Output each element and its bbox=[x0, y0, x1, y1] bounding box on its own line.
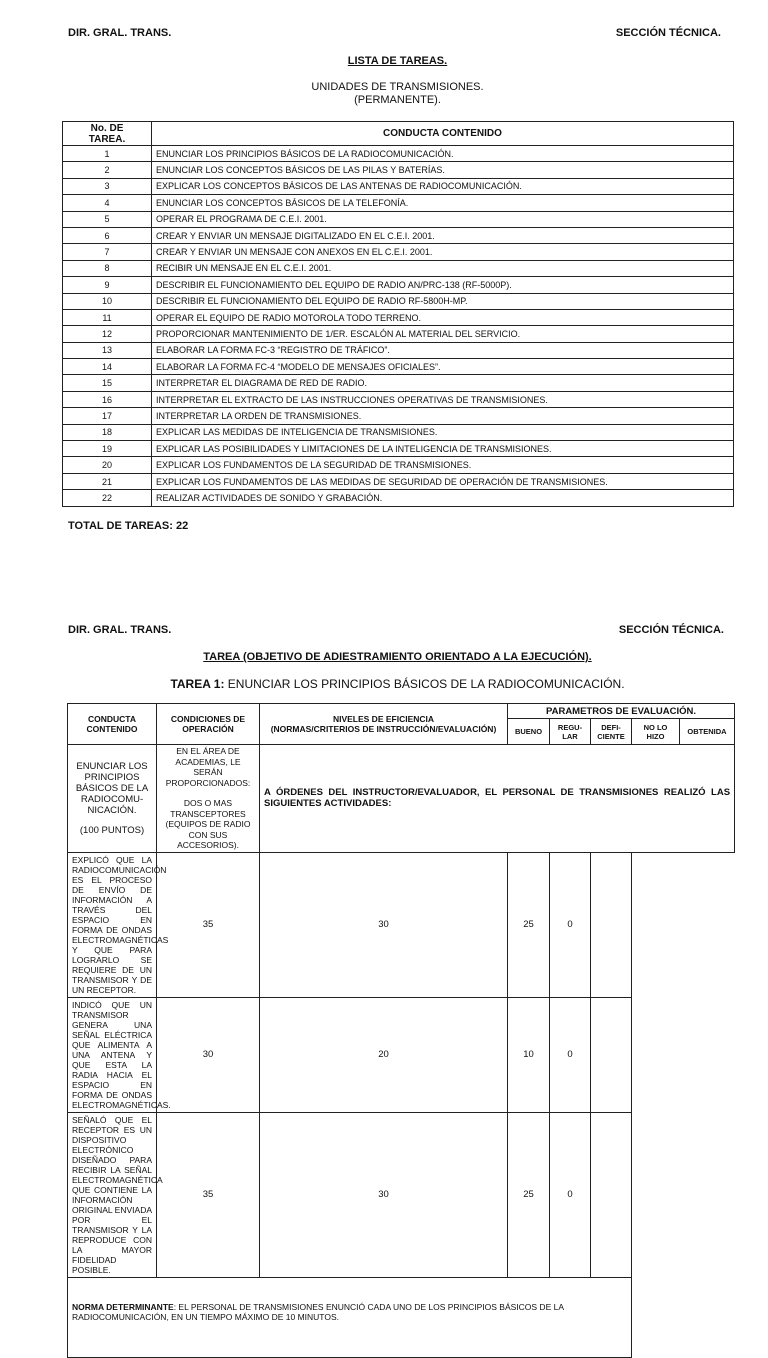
score-bueno: 30 bbox=[157, 997, 260, 1112]
task-number: 4 bbox=[63, 195, 152, 211]
task-row bbox=[63, 490, 734, 506]
task-number: 16 bbox=[63, 391, 152, 407]
task-number: 7 bbox=[63, 244, 152, 260]
task-number: 9 bbox=[63, 277, 152, 293]
task-row bbox=[63, 309, 734, 325]
task-row bbox=[63, 424, 734, 440]
regular-line-1: REGU- bbox=[557, 722, 583, 732]
total-tasks: TOTAL DE TAREAS: 22 bbox=[68, 520, 189, 532]
task-number: 13 bbox=[63, 342, 152, 358]
score-deficiente: 25 bbox=[508, 1112, 550, 1277]
conditions-lines-a-line: EN EL ÁREA DE bbox=[176, 746, 240, 756]
task-number: 11 bbox=[63, 309, 152, 325]
task-row bbox=[63, 473, 734, 489]
right-header-page-2: SECCIÓN TÉCNICA. bbox=[618, 624, 724, 636]
conduct-lines-line: BÁSICOS DE LA bbox=[75, 782, 149, 794]
task-description: ENUNCIAR LOS CONCEPTOS BÁSICOS DE LAS PILAS Y BATERÍAS. bbox=[152, 162, 734, 178]
page-title: LISTA DE TAREAS. bbox=[347, 55, 448, 67]
conduct-header-line-1: CONDUCTA bbox=[87, 714, 136, 724]
task-description: ELABORAR LA FORMA FC-4 “MODELO DE MENSAJES OFICIALES”. bbox=[152, 359, 734, 375]
task-row bbox=[63, 441, 734, 457]
task-number: 15 bbox=[63, 375, 152, 391]
conduct-content-lines bbox=[69, 761, 155, 816]
task-row bbox=[63, 195, 734, 211]
task-number: 5 bbox=[63, 211, 152, 227]
levels-header-line-2: (NORMAS/CRITERIOS DE INSTRUCCIÓN/EVALUACIÓN) bbox=[270, 724, 497, 734]
task-row bbox=[63, 293, 734, 309]
column-header-task-number-line-2: TAREA. bbox=[88, 133, 126, 145]
score-bueno: 35 bbox=[157, 1112, 260, 1277]
task-description: PROPORCIONAR MANTENIMIENTO DE 1/ER. ESCALÓN AL MATERIAL DEL SERVICIO. bbox=[152, 326, 734, 342]
column-header-efficiency-levels bbox=[260, 704, 508, 745]
left-header: DIR. GRAL. TRANS. bbox=[68, 27, 172, 39]
conditions-lines-a-line: SERÁN bbox=[193, 767, 223, 777]
task-row bbox=[63, 244, 734, 260]
task-description: DESCRIBIR EL FUNCIONAMIENTO DEL EQUIPO DE RADIO RF-5800H-MP. bbox=[152, 293, 734, 309]
conduct-lines-line: PRINCIPIOS bbox=[84, 771, 140, 783]
task-number: 19 bbox=[63, 441, 152, 457]
param-header-bueno: BUENO bbox=[508, 719, 550, 745]
levels-header-line-1: NIVELES DE EFICIENCIA bbox=[332, 714, 435, 724]
evaluation-table bbox=[67, 703, 735, 1358]
score-regular: 30 bbox=[260, 852, 508, 997]
task-row bbox=[63, 260, 734, 276]
task-row bbox=[63, 457, 734, 473]
score-obtenida bbox=[591, 1112, 632, 1277]
task-number: 12 bbox=[63, 326, 152, 342]
task-heading bbox=[0, 677, 768, 691]
task-description: OPERAR EL EQUIPO DE RADIO MOTOROLA TODO TERRENO. bbox=[152, 309, 734, 325]
task-description: ENUNCIAR LOS CONCEPTOS BÁSICOS DE LA TELEFONÍA. bbox=[152, 195, 734, 211]
task-heading-label: TAREA 1: bbox=[170, 677, 225, 691]
objective-title: TAREA (OBJETIVO DE ADIESTRAMIENTO ORIENTADO A LA EJECUCIÓN). bbox=[203, 651, 592, 663]
task-list-table bbox=[62, 121, 734, 507]
task-number: 21 bbox=[63, 473, 152, 489]
task-number: 1 bbox=[63, 146, 152, 162]
task-row bbox=[63, 277, 734, 293]
subtitle-line-1: UNIDADES DE TRANSMISIONES. bbox=[311, 81, 484, 93]
right-header: SECCIÓN TÉCNICA. bbox=[615, 27, 721, 39]
task-number: 6 bbox=[63, 227, 152, 243]
task-description: EXPLICAR LAS MEDIDAS DE INTELIGENCIA DE TRANSMISIONES. bbox=[152, 424, 734, 440]
task-description: EXPLICAR LOS FUNDAMENTOS DE LAS MEDIDAS DE SEGURIDAD DE OPERACIÓN DE TRANSMISIONES. bbox=[152, 473, 734, 489]
task-number: 2 bbox=[63, 162, 152, 178]
param-header-obtenida: OBTENIDA bbox=[680, 719, 735, 745]
conditions-part-b bbox=[158, 798, 258, 851]
task-row bbox=[63, 227, 734, 243]
task-description: INTERPRETAR LA ORDEN DE TRANSMISIONES. bbox=[152, 408, 734, 424]
task-number: 17 bbox=[63, 408, 152, 424]
column-header-task-number bbox=[63, 122, 152, 146]
points-label: (100 PUNTOS) bbox=[79, 824, 145, 836]
conduct-header-line-2: CONTENIDO bbox=[86, 724, 138, 734]
norma-determinante bbox=[68, 1277, 632, 1357]
activities-body bbox=[68, 852, 735, 1277]
conditions-header-line-2: OPERACIÓN bbox=[182, 724, 234, 734]
score-bueno: 35 bbox=[157, 852, 260, 997]
activity-row bbox=[68, 1112, 735, 1277]
task-number: 22 bbox=[63, 490, 152, 506]
task-number: 3 bbox=[63, 178, 152, 194]
column-header-evaluation-parameters: PARAMETROS DE EVALUACIÓN. bbox=[508, 704, 735, 719]
conditions-part-a bbox=[158, 746, 258, 788]
score-obtenida bbox=[591, 997, 632, 1112]
task-description: REALIZAR ACTIVIDADES DE SONIDO Y GRABACIÓN. bbox=[152, 490, 734, 506]
subtitle-line-2: (PERMANENTE). bbox=[354, 94, 441, 106]
task-description: CREAR Y ENVIAR UN MENSAJE CON ANEXOS EN EL C.E.I. 2001. bbox=[152, 244, 734, 260]
activity-text: SEÑALÓ QUE EL RECEPTOR ES UN DISPOSITIVO ELECTRÓNICO DISEÑADO PARA RECIBIR LA SEÑAL ELECTROMAGNÉTICA QUE CONTIENE LA INFORMACIÓN ORIGINAL ENVIADA POR EL TRANSMISOR Y LA REPRODUCE CON LA MAYOR FIDELIDAD POSIBLE. bbox=[68, 1112, 157, 1277]
task-description: ELABORAR LA FORMA FC-3 “REGISTRO DE TRÁFICO”. bbox=[152, 342, 734, 358]
task-description: CREAR Y ENVIAR UN MENSAJE DIGITALIZADO EN EL C.E.I. 2001. bbox=[152, 227, 734, 243]
activity-row bbox=[68, 852, 735, 997]
task-description: OPERAR EL PROGRAMA DE C.E.I. 2001. bbox=[152, 211, 734, 227]
param-header-deficiente bbox=[591, 719, 632, 745]
task-number: 10 bbox=[63, 293, 152, 309]
task-number: 20 bbox=[63, 457, 152, 473]
task-row bbox=[63, 391, 734, 407]
param-header-regular bbox=[550, 719, 591, 745]
conduct-lines-line: ENUNCIAR LOS bbox=[76, 760, 148, 772]
task-description: DESCRIBIR EL FUNCIONAMIENTO DEL EQUIPO DE RADIO AN/PRC-138 (RF-5000P). bbox=[152, 277, 734, 293]
deficiente-line-1: DEFI- bbox=[601, 722, 621, 732]
norma-text: : EL PERSONAL DE TRANSMISIONES ENUNCIÓ CADA UNO DE LOS PRINCIPIOS BÁSICOS DE LA RADIOCOMUNICACIÓN, EN UN TIEMPO MÁXIMO DE 10 MINUTOS. bbox=[72, 1301, 564, 1322]
conditions-lines-b-line: CON SUS bbox=[188, 829, 228, 840]
operating-conditions-cell bbox=[157, 745, 260, 853]
task-number: 14 bbox=[63, 359, 152, 375]
score-deficiente: 10 bbox=[508, 997, 550, 1112]
score-regular: 30 bbox=[260, 1112, 508, 1277]
regular-line-2: LAR bbox=[562, 731, 578, 741]
conditions-header-line-1: CONDICIONES DE bbox=[170, 714, 246, 724]
activity-text: INDICÓ QUE UN TRANSMISOR GENERA UNA SEÑAL ELÉCTRICA QUE ALIMENTA A UNA ANTENA Y QUE ESTA LA RADIA HACIA EL ESPACIO EN FORMA DE ONDAS ELECTROMAGNÉTICAS. bbox=[68, 997, 157, 1112]
task-description: INTERPRETAR EL EXTRACTO DE LAS INSTRUCCIONES OPERATIVAS DE TRANSMISIONES. bbox=[152, 391, 734, 407]
column-header-task-number-line-1: No. DE bbox=[90, 122, 124, 134]
conditions-lines-b-line: TRANSCEPTORES bbox=[170, 808, 246, 819]
task-description: EXPLICAR LOS FUNDAMENTOS DE LA SEGURIDAD DE TRANSMISIONES. bbox=[152, 457, 734, 473]
task-row bbox=[63, 359, 734, 375]
column-header-conduct-content bbox=[68, 704, 157, 745]
column-header-conduct: CONDUCTA CONTENIDO bbox=[152, 122, 734, 146]
conditions-lines-b-line: ACCESORIOS). bbox=[177, 840, 239, 850]
score-no-lo-hizo: 0 bbox=[550, 997, 591, 1112]
task-row bbox=[63, 342, 734, 358]
task-description: INTERPRETAR EL DIAGRAMA DE RED DE RADIO. bbox=[152, 375, 734, 391]
task-row bbox=[63, 178, 734, 194]
task-number: 8 bbox=[63, 260, 152, 276]
task-row bbox=[63, 408, 734, 424]
task-description: EXPLICAR LAS POSIBILIDADES Y LIMITACIONES DE LA INTELIGENCIA DE TRANSMISIONES. bbox=[152, 441, 734, 457]
conduct-lines-line: NICACIÓN. bbox=[87, 804, 137, 816]
conduct-content-cell bbox=[68, 745, 157, 853]
norma-label: NORMA DETERMINANTE bbox=[72, 1301, 174, 1312]
subtitle bbox=[0, 81, 768, 107]
score-no-lo-hizo: 0 bbox=[550, 1112, 591, 1277]
conduct-lines-line: RADIOCOMU- bbox=[80, 793, 144, 805]
task-row bbox=[63, 375, 734, 391]
activities-intro: A ÓRDENES DEL INSTRUCTOR/EVALUADOR, EL PERSONAL DE TRANSMISIONES REALIZÓ LAS SIGUIENTES ACTIVIDADES: bbox=[260, 745, 735, 853]
task-description: ENUNCIAR LOS PRINCIPIOS BÁSICOS DE LA RADIOCOMUNICACIÓN. bbox=[152, 146, 734, 162]
task-row bbox=[63, 326, 734, 342]
no-lo-hizo-line-1: NO LO bbox=[643, 722, 668, 732]
conditions-lines-a-line: PROPORCIONADOS: bbox=[165, 777, 251, 788]
conditions-lines-b-line: (EQUIPOS DE RADIO bbox=[165, 819, 251, 829]
task-row bbox=[63, 211, 734, 227]
activity-row bbox=[68, 997, 735, 1112]
task-row bbox=[63, 146, 734, 162]
task-heading-text: ENUNCIAR LOS PRINCIPIOS BÁSICOS DE LA RADIOCOMUNICACIÓN. bbox=[224, 677, 625, 691]
task-description: RECIBIR UN MENSAJE EN EL C.E.I. 2001. bbox=[152, 260, 734, 276]
deficiente-line-2: CIENTE bbox=[597, 731, 625, 741]
column-header-conditions bbox=[157, 704, 260, 745]
task-list-body bbox=[63, 146, 734, 507]
no-lo-hizo-line-2: HIZO bbox=[646, 731, 665, 741]
conditions-lines-a-line: ACADEMIAS, LE bbox=[175, 756, 241, 767]
activity-text: EXPLICÓ QUE LA RADIOCOMUNICACIÓN ES EL PROCESO DE ENVÍO DE INFORMACIÓN A TRAVÉS DEL ESPACIO EN FORMA DE ONDAS ELECTROMAGNÉTICAS Y QUE PARA LOGRARLO SE REQUIERE DE UN TRANSMISOR Y DE UN RECEPTOR. bbox=[68, 852, 157, 997]
conditions-lines-b-line: DOS O MAS bbox=[183, 798, 233, 808]
task-description: EXPLICAR LOS CONCEPTOS BÁSICOS DE LAS ANTENAS DE RADIOCOMUNICACIÓN. bbox=[152, 178, 734, 194]
score-deficiente: 25 bbox=[508, 852, 550, 997]
score-no-lo-hizo: 0 bbox=[550, 852, 591, 997]
param-header-no-lo-hizo bbox=[632, 719, 680, 745]
task-number: 18 bbox=[63, 424, 152, 440]
score-regular: 20 bbox=[260, 997, 508, 1112]
left-header-page-2: DIR. GRAL. TRANS. bbox=[68, 624, 172, 636]
score-obtenida bbox=[591, 852, 632, 997]
task-row bbox=[63, 162, 734, 178]
